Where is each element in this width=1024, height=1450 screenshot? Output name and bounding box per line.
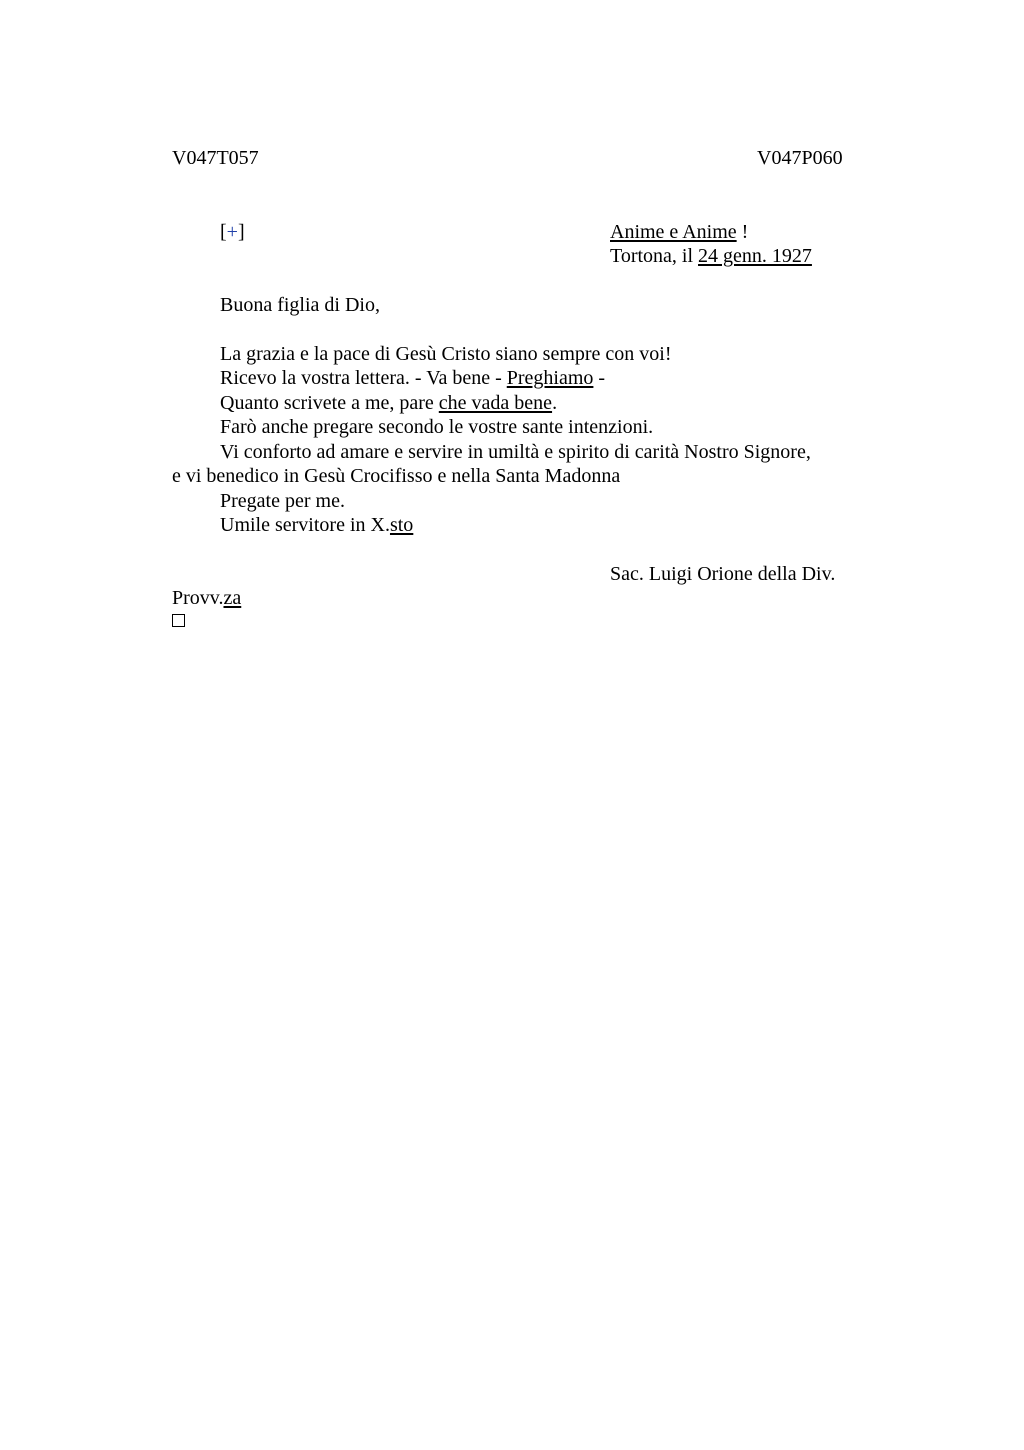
signature-line-2-underlined: za [223, 587, 242, 609]
motto-suffix: ! [736, 221, 749, 243]
cross-icon: + [226, 221, 238, 243]
body-line-3-underlined: che vada bene [438, 392, 553, 414]
body-line-2 [220, 366, 605, 390]
body-line-2-underlined: Preghiamo [506, 367, 594, 389]
body-line-7: Pregate per me. [220, 490, 345, 512]
body-line-3 [220, 391, 557, 415]
salutation: Buona figlia di Dio, [220, 294, 380, 316]
letter-date: 24 genn. 1927 [698, 245, 812, 267]
body-line-2-suffix: - [593, 367, 606, 389]
cross-mark [220, 220, 245, 244]
cross-bracket-close: ] [237, 221, 245, 243]
body-line-4: Farò anche pregare secondo le vostre sante intenzioni. [220, 416, 654, 438]
motto [610, 220, 748, 244]
cross-bracket-open: [ [220, 221, 227, 243]
body-line-8-prefix: Umile servitore in X. [220, 514, 390, 536]
body-line-3-suffix: . [552, 392, 558, 414]
body-line-3-prefix: Quanto scrivete a me, pare [220, 392, 439, 414]
signature-line-1: Sac. Luigi Orione della Div. [610, 563, 836, 585]
place-prefix: Tortona, il [610, 245, 699, 267]
body-line-6: e vi benedico in Gesù Crocifisso e nella Santa Madonna [172, 465, 621, 487]
place-date [610, 244, 812, 268]
body-line-8-underlined: sto [389, 514, 414, 536]
document-code-right: V047P060 [757, 147, 843, 169]
body-line-2-prefix: Ricevo la vostra lettera. - Va bene - [220, 367, 507, 389]
empty-square-icon [172, 614, 185, 627]
document-code-left: V047T057 [172, 147, 259, 169]
signature-line-2 [172, 586, 241, 610]
body-line-5: Vi conforto ad amare e servire in umiltà e spirito di carità Nostro Signore, [220, 441, 811, 463]
signature-line-2-prefix: Provv. [172, 587, 224, 609]
body-line-8 [220, 513, 413, 537]
motto-underlined: Anime e Anime [610, 221, 737, 243]
body-line-1: La grazia e la pace di Gesù Cristo siano sempre con voi! [220, 343, 672, 365]
